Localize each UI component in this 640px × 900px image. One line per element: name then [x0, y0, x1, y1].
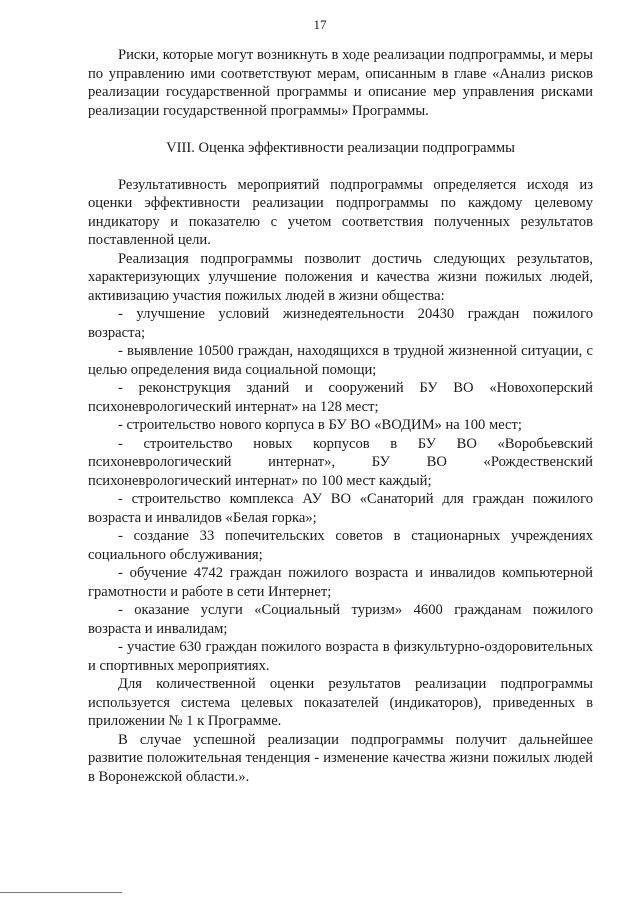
- list-item: - оказание услуги «Социальный туризм» 4600 гражданам пожилого возраста и инвалидам;: [88, 602, 593, 637]
- list-item: - выявление 10500 граждан, находящихся в трудной жизненной ситуации, с целью определения вида социальной помощи;: [88, 343, 593, 378]
- document-body: [88, 46, 593, 786]
- list-item: - строительство комплекса АУ ВО «Санаторий для граждан пожилого возраста и инвалидов «Белая горка»;: [88, 491, 593, 526]
- list-item: - строительство нового корпуса в БУ ВО «ВОДИМ» на 100 мест;: [118, 417, 522, 433]
- page-number: 17: [313, 17, 327, 32]
- paragraph-indicators: Для количественной оценки результатов реализации подпрограммы используется система целевых показателей (индикаторов), приведенных в приложении № 1 к Программе.: [88, 676, 593, 729]
- list-item: - строительство новых корпусов в БУ ВО «Воробьевский психоневрологический интернат», БУ ВО «Рождественский психоневрологический интернат» по 100 мест каждый;: [88, 435, 593, 489]
- list-item: - создание 33 попечительских советов в стационарных учреждениях социального обслуживания;: [88, 528, 593, 563]
- list-item: - улучшение условий жизнедеятельности 20430 граждан пожилого возраста;: [88, 306, 593, 341]
- footer-rule: [0, 892, 122, 893]
- section-heading: VIII. Оценка эффективности реализации подпрограммы: [166, 140, 515, 156]
- list-item: - обучение 4742 граждан пожилого возраста и инвалидов компьютерной грамотности и работе в сети Интернет;: [88, 565, 593, 600]
- list-item: - участие 630 граждан пожилого возраста в физкультурно-оздоровительных и спортивных мероприятиях.: [88, 639, 593, 674]
- risks-paragraph: Риски, которые могут возникнуть в ходе реализации подпрограммы, и меры по управлению ими соответствуют мерам, описанным в главе «Анализ рисков реализации государственной программы и описание мер управления рисками реализации государственной программы» Программы.: [88, 47, 593, 119]
- paragraph-conclusion: В случае успешной реализации подпрограммы получит дальнейшее развитие положительная тенденция - изменение качества жизни пожилых людей в Воронежской области.».: [88, 731, 593, 785]
- paragraph-results-intro: Реализация подпрограммы позволит достичь следующих результатов, характеризующих улучшение положения и качества жизни пожилых людей, активизацию участия пожилых людей в жизни общества:: [88, 250, 593, 304]
- paragraph-effectiveness: Результативность мероприятий подпрограммы определяется исходя из оценки эффективности реализации подпрограммы по каждому целевому индикатору и показателю с учетом соответствия полученных результатов поставленной цели.: [88, 176, 593, 248]
- list-item: - реконструкция зданий и сооружений БУ ВО «Новохоперский психоневрологический интернат» на 128 мест;: [88, 380, 593, 415]
